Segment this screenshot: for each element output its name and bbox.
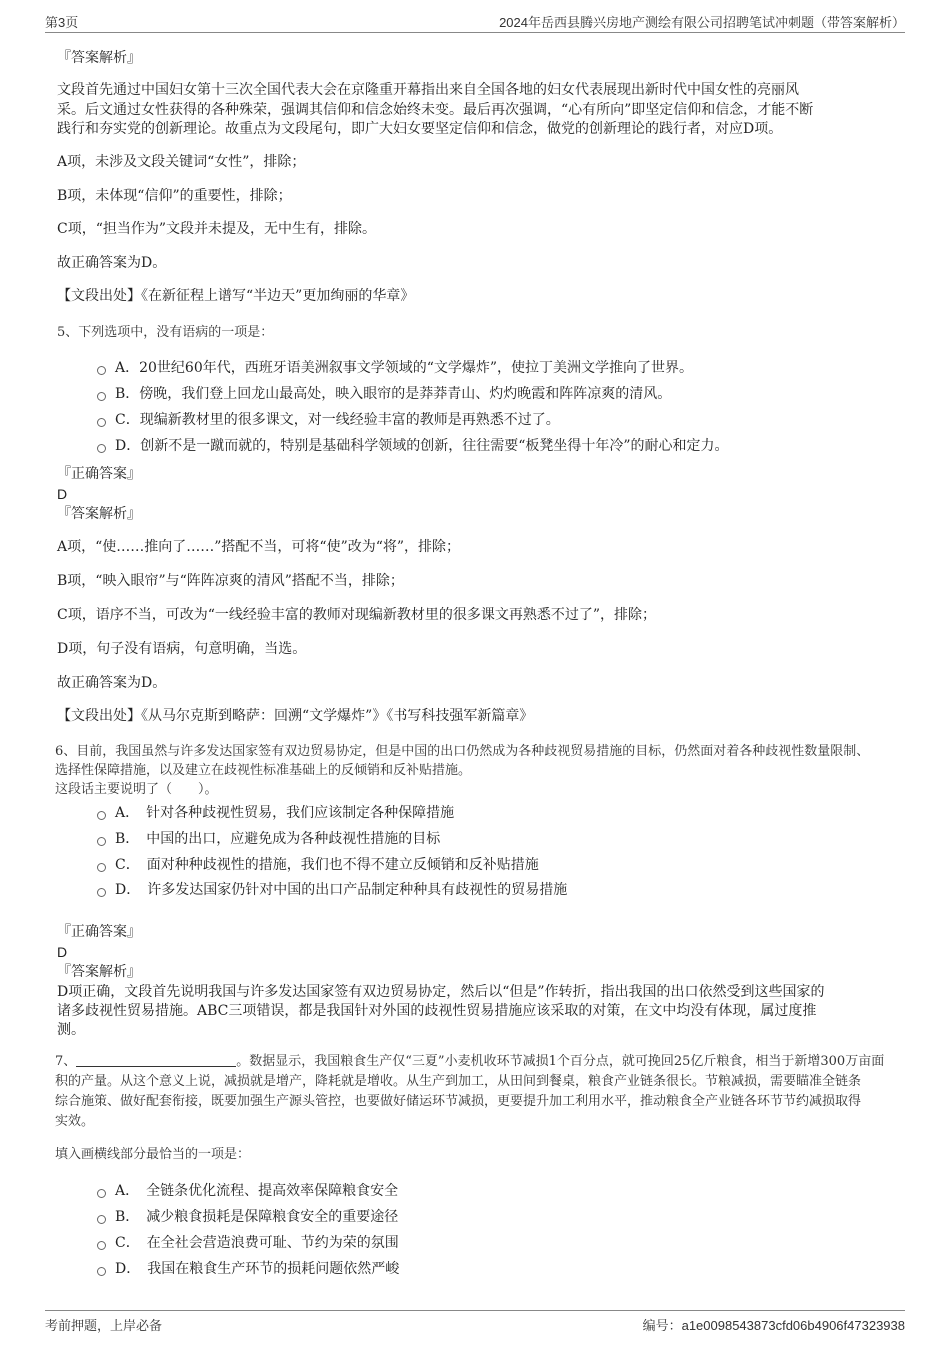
option-label: C． 在全社会营造浪费可耻、节约为荣的氛围 xyxy=(115,1235,399,1251)
q4-analysis-c: C项，“担当作为”文段并未提及，无中生有，排除。 xyxy=(57,221,377,237)
q4-conclusion: 故正确答案为D。 xyxy=(57,255,167,271)
q4-analysis-b: B项，未体现“信仰”的重要性，排除； xyxy=(57,188,292,204)
q7-number: 7、 xyxy=(55,1054,77,1069)
option-label: A．20世纪60年代，西班牙语美洲叙事文学领域的“文学爆炸”，使拉丁美洲文学推向了世界。 xyxy=(115,360,694,376)
q4-analysis-line: 采。后文通过女性获得的各种殊荣，强调其信仰和信念始终未变。最后再次强调，“心有所向”即坚定信仰和信念，才能不断 xyxy=(57,102,814,118)
q5-stem: 5、下列选项中，没有语病的一项是： xyxy=(57,325,274,340)
q7-option-d[interactable] xyxy=(97,1259,399,1279)
option-label: D．创新不是一蹴而就的，特别是基础科学领域的创新，往往需要“板凳坐得十年冷”的耐心和定力。 xyxy=(115,438,729,454)
option-label: D． 我国在粮食生产环节的损耗问题依然严峻 xyxy=(115,1261,400,1277)
q6-option-d[interactable] xyxy=(97,880,567,900)
radio-button-icon[interactable] xyxy=(97,888,106,897)
q5-analysis-heading: 『答案解析』 xyxy=(57,506,141,522)
radio-button-icon[interactable] xyxy=(97,1241,106,1250)
radio-button-icon[interactable] xyxy=(97,1267,106,1276)
q6-answer: D xyxy=(57,944,68,960)
q6-answer-heading: 『正确答案』 xyxy=(57,924,141,940)
q5-analysis-d: D项，句子没有语病，句意明确，当选。 xyxy=(57,641,307,657)
page-number: 第3页 xyxy=(45,15,79,30)
q6-option-b[interactable] xyxy=(97,829,440,849)
q4-analysis-line: 践行和夯实党的创新理论。故重点为文段尾句，即广大妇女要坚定信仰和信念，做党的创新理论的践行者，对应D项。 xyxy=(57,121,783,137)
option-label: B． 减少粮食损耗是保障粮食安全的重要途径 xyxy=(115,1209,399,1225)
q6-analysis-heading: 『答案解析』 xyxy=(57,964,141,980)
q7-stem-line: 积的产量。从这个意义上说，减损就是增产，降耗就是增收。从生产到加工，从田间到餐桌，粮食产业链条很长。节粮减损，需要瞄准全链条 xyxy=(55,1074,862,1089)
q5-conclusion: 故正确答案为D。 xyxy=(57,675,167,691)
radio-button-icon[interactable] xyxy=(97,444,106,453)
q7-stem-text: 。数据显示，我国粮食生产仅“三夏”小麦机收环节减损1个百分点，就可挽回25亿斤粮食，相当于新增300万亩面 xyxy=(236,1054,885,1069)
header-divider xyxy=(45,32,905,33)
option-label: A． 针对各种歧视性贸易，我们应该制定各种保障措施 xyxy=(115,805,455,821)
option-label: C． 面对种种歧视性的措施，我们也不得不建立反倾销和反补贴措施 xyxy=(115,857,539,873)
q7-stem-line: 综合施策、做好配套衔接，既要加强生产源头管控，也要做好储运环节减损，更要提升加工利用水平，推动粮食全产业链各环节节约减损取得 xyxy=(55,1094,862,1109)
q5-analysis-b: B项，“映入眼帘”与“阵阵凉爽的清风”搭配不当，排除； xyxy=(57,573,404,589)
option-label: B．傍晚，我们登上回龙山最高处，映入眼帘的是莽莽青山、灼灼晚霞和阵阵凉爽的清风。 xyxy=(115,386,672,402)
radio-button-icon[interactable] xyxy=(97,837,106,846)
document-title: 2024年岳西县腾兴房地产测绘有限公司招聘笔试冲刺题（带答案解析） xyxy=(499,15,905,30)
footer-code-value: a1e0098543873cfd06b4906f47323938 xyxy=(681,1318,905,1333)
radio-button-icon[interactable] xyxy=(97,418,106,427)
q6-stem-line: 这段话主要说明了（ ）。 xyxy=(55,782,218,797)
radio-button-icon[interactable] xyxy=(97,811,106,820)
q4-source: 【文段出处】《在新征程上谱写“半边天”更加绚丽的华章》 xyxy=(57,288,415,304)
q6-analysis-line: 诸多歧视性贸易措施。ABC三项错误，都是我国针对外国的歧视性贸易措施应该采取的对策，在文中均没有体现，属过度推 xyxy=(57,1003,817,1019)
q4-analysis-heading: 『答案解析』 xyxy=(57,50,141,66)
footer-code-label: 编号： xyxy=(642,1318,682,1333)
q7-stem-line: 实效。 xyxy=(55,1114,95,1129)
footer-divider xyxy=(45,1310,905,1311)
q4-analysis-line: 文段首先通过中国妇女第十三次全国代表大会在京隆重开幕指出来自全国各地的妇女代表展现出新时代中国女性的亮丽风 xyxy=(57,82,799,98)
radio-button-icon[interactable] xyxy=(97,366,106,375)
q5-option-a[interactable] xyxy=(97,358,693,378)
option-label: A． 全链条优化流程、提高效率保障粮食安全 xyxy=(115,1183,399,1199)
q6-analysis-line: D项正确，文段首先说明我国与许多发达国家签有双边贸易协定，然后以“但是”作转折，指出我国的出口依然受到这些国家的 xyxy=(57,984,825,1000)
q5-option-c[interactable] xyxy=(97,410,560,430)
radio-button-icon[interactable] xyxy=(97,1189,106,1198)
q7-option-c[interactable] xyxy=(97,1233,399,1253)
radio-button-icon[interactable] xyxy=(97,1215,106,1224)
radio-button-icon[interactable] xyxy=(97,863,106,872)
option-label: C．现编新教材里的很多课文，对一线经验丰富的教师是再熟悉不过了。 xyxy=(115,412,560,428)
q5-answer-heading: 『正确答案』 xyxy=(57,466,141,482)
option-label: D． 许多发达国家仍针对中国的出口产品制定种种具有歧视性的贸易措施 xyxy=(115,882,568,898)
q4-analysis-a: A项，未涉及文段关键词“女性”，排除； xyxy=(57,154,306,170)
q7-stem-first-line xyxy=(55,1052,884,1072)
q5-answer: D xyxy=(57,486,68,502)
q7-fill-blank xyxy=(76,1052,236,1067)
radio-button-icon[interactable] xyxy=(97,392,106,401)
footer-code xyxy=(643,1315,905,1334)
footer-slogan: 考前押题，上岸必备 xyxy=(45,1318,163,1333)
q7-option-a[interactable] xyxy=(97,1181,398,1201)
q5-analysis-a: A项，“使……推向了……”搭配不当，可将“使”改为“将”，排除； xyxy=(57,539,461,555)
q6-stem-line: 6、目前，我国虽然与许多发达国家签有双边贸易协定，但是中国的出口仍然成为各种歧视贸易措施的目标，仍然面对着各种歧视性数量限制、 xyxy=(55,744,870,759)
q5-option-d[interactable] xyxy=(97,436,729,456)
q6-stem-line: 选择性保障措施，以及建立在歧视性标准基础上的反倾销和反补贴措施。 xyxy=(55,763,472,778)
q5-analysis-c: C项，语序不当，可改为“一线经验丰富的教师对现编新教材里的很多课文再熟悉不过了”，排除； xyxy=(57,607,657,623)
q7-option-b[interactable] xyxy=(97,1207,398,1227)
q6-option-a[interactable] xyxy=(97,803,454,823)
option-label: B． 中国的出口，应避免成为各种歧视性措施的目标 xyxy=(115,831,441,847)
q7-prompt: 填入画横线部分最恰当的一项是： xyxy=(55,1147,251,1162)
q6-option-c[interactable] xyxy=(97,855,539,875)
q6-analysis-line: 测。 xyxy=(57,1022,85,1038)
q5-option-b[interactable] xyxy=(97,384,671,404)
q5-source: 【文段出处】《从马尔克斯到略萨：回溯“文学爆炸”》《书写科技强军新篇章》 xyxy=(57,708,534,724)
